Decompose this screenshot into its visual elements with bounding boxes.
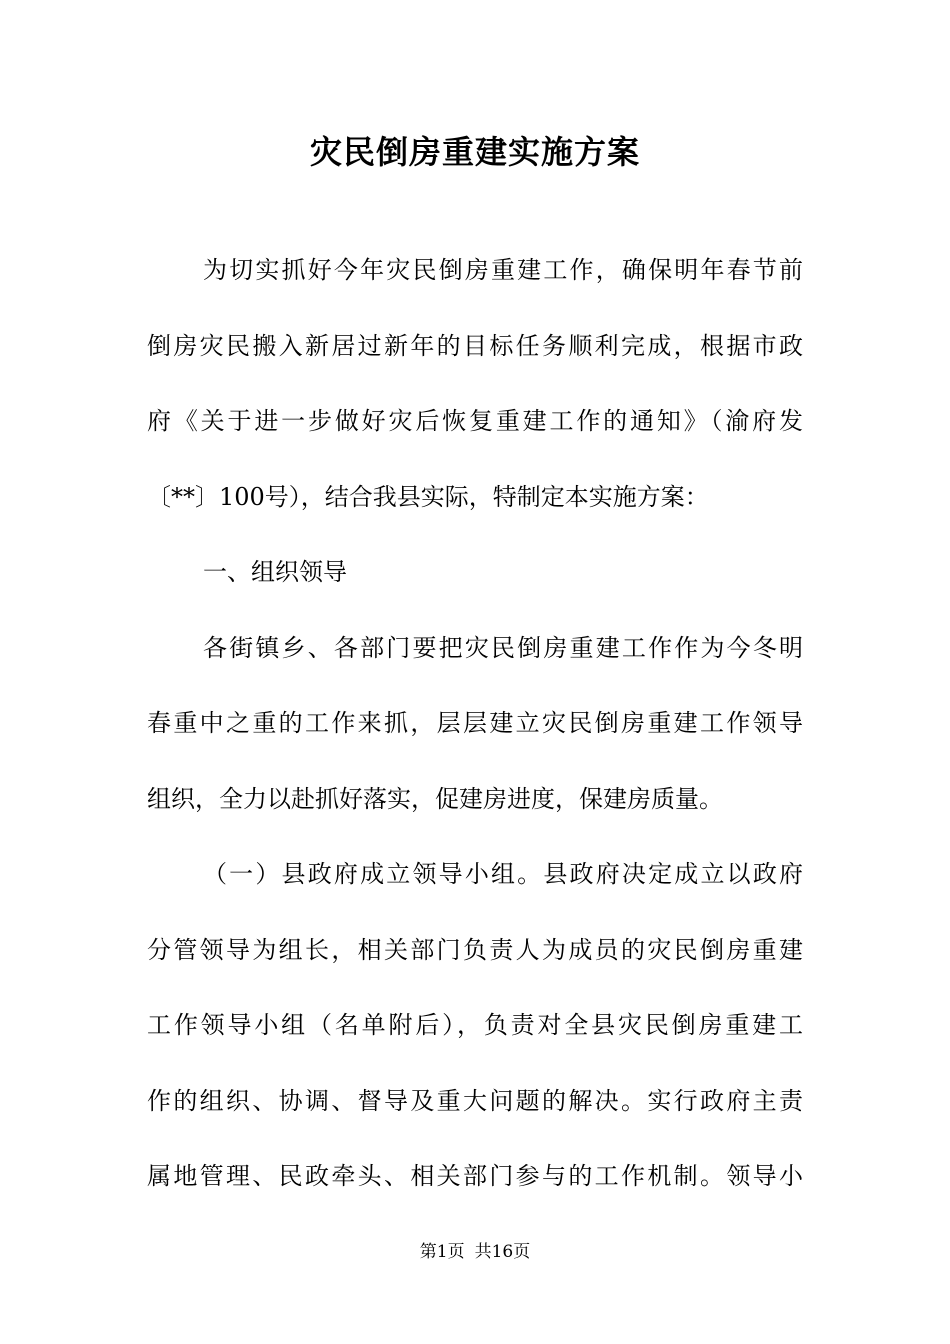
paragraph-line: 倒房灾民搬入新居过新年的目标任务顺利完成，根据市政 xyxy=(147,331,803,360)
paragraph-line: 春重中之重的工作来抓，层层建立灾民倒房重建工作领导 xyxy=(147,709,803,737)
document-title: 灾民倒房重建实施方案 xyxy=(309,133,640,171)
page-footer xyxy=(0,1240,950,1264)
paragraph-line: 作的组织、协调、督导及重大问题的解决。实行政府主责 xyxy=(147,1086,803,1115)
document-body xyxy=(147,233,803,1215)
paragraph-line: 工作领导小组（名单附后），负责对全县灾民倒房重建工 xyxy=(147,1011,803,1039)
page-total: 共16页 xyxy=(474,1242,531,1262)
section-heading: 一、组织领导 xyxy=(203,558,347,586)
paragraph-line: （一）县政府成立领导小组。县政府决定成立以政府 xyxy=(203,860,803,888)
page-number: 第1页 xyxy=(419,1242,465,1262)
paragraph-line: 分管领导为组长，相关部门负责人为成员的灾民倒房重建 xyxy=(147,935,803,964)
paragraph-line: 为切实抓好今年灾民倒房重建工作，确保明年春节前 xyxy=(203,256,803,284)
paragraph-line: 各街镇乡、各部门要把灾民倒房重建工作作为今冬明 xyxy=(203,633,803,662)
paragraph-line: 〔**〕100号），结合我县实际，特制定本实施方案： xyxy=(147,482,709,511)
paragraph-line: 属地管理、民政牵头、相关部门参与的工作机制。领导小 xyxy=(147,1162,803,1190)
paragraph-line: 府《关于进一步做好灾后恢复重建工作的通知》（渝府发 xyxy=(147,407,803,435)
paragraph-line: 组织，全力以赴抓好落实，促建房进度，保建房质量。 xyxy=(147,784,723,813)
